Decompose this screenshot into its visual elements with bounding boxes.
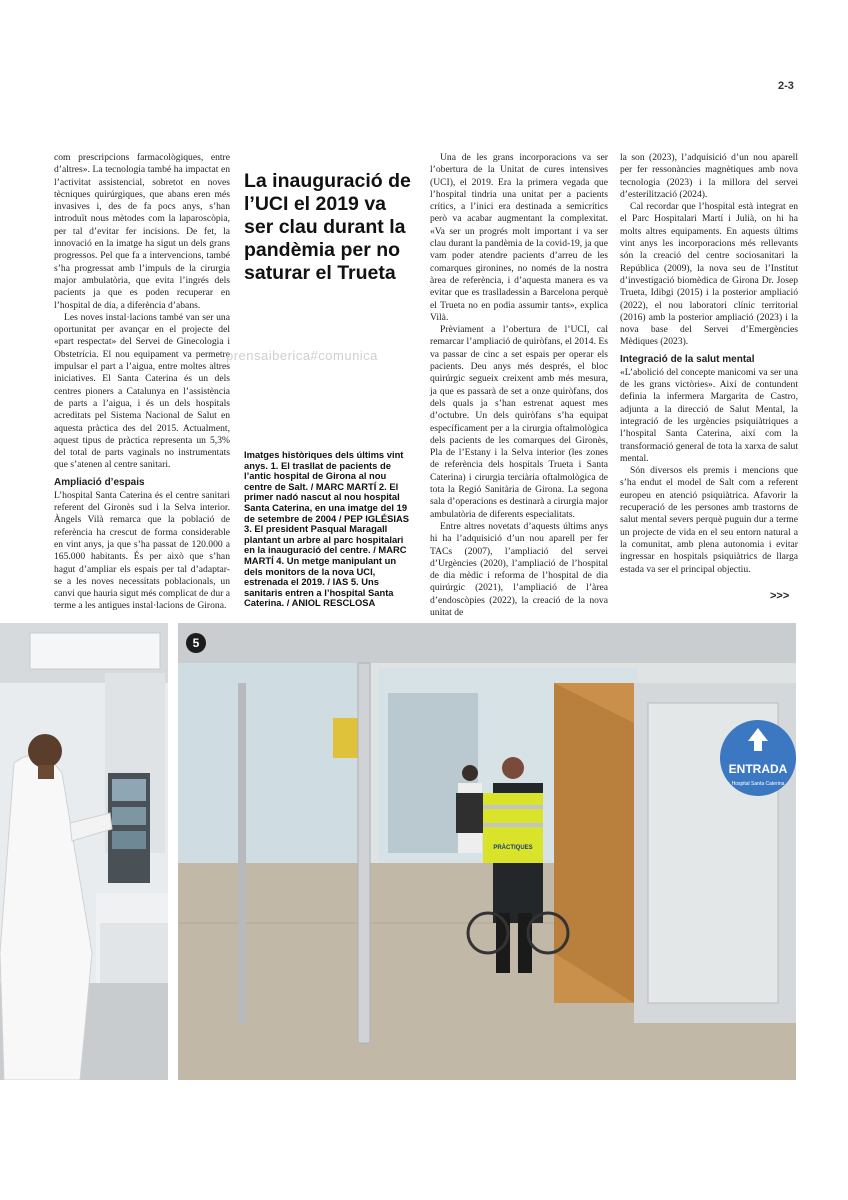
photo-caption: Imatges històriques dels últims vint anys. 1. El trasllat de pacients de l’antic hospital de Girona al nou centre de Salt. / MARC MARTÍ 2. El primer nadó nascut al nou hospital Santa Caterina, en una imatge del 19 de setembre de 2004 / PEP IGLÉSIAS 3. El president Pasqual Maragall plantant un arbre al parc hospitalari en la inauguració del centre. / MARC MARTÍ 4. Un metge manipulant un dels monitors de la nova UCI, estrenada el 2019. / IAS 5. Uns sanitaris entren a l’hospital Santa Caterina. / ANIOL RESCLOSA [244,449,410,609]
paragraph: la son (2023), l’adquisició d’un nou aparell per fer ressonàncies magnètiques amb nova tecnologia (2023) i la millora del servei d’esterilització (2024). [620,152,798,200]
vest-text: PRÀCTIQUES [493,845,533,851]
paragraph: Cal recordar que l’hospital està integrat en el Parc Hospitalari Martí i Julià, on hi ha molts altres equipaments. En aquests últims vint anys les incorporacions més rellevants són la creació del centre sociosanitari la República (2009), la nova seu de l’Institut d’investigació biomèdica de Girona Dr. Josep Trueta, Idibgi (2015) i la posterior ampliació (2022), el nou laboratori clínic territorial (2016) amb la posterior ampliació (2023) i la nova base del Servei d’Emergències Mèdiques (2023). [620,201,798,348]
paragraph: com prescripcions farmacològiques, entre d’altres». La tecnologia també ha impactat en l’activitat assistencial, sobretot en noves tècniques quirúrgiques, que abans eren més invasives i, des de fa pocs anys, s’han introduït nous mètodes com la laparoscòpia, per tal d’evitar fer incisions. De fet, la innovació en la imatge ha sigut un dels grans progressos. Pel que fa a intervencions, també s’ha progressat amb l’impuls de la cirurgia major ambulatòria, que evita l’ingrés dels pacients ja que es poden recuperar en l’hospital de dia, a diferència d’abans. [54,152,230,311]
paragraph: Una de les grans incorporacions va ser l’obertura de la Unitat de cures intensives (UCI), el 2019. Era la primera vegada que l’hospital tindria una unitat per a pacients crítics, a l’inici era destinada a semicrítics però va acabar augmentant la complexitat. «Va ser un progrés molt important i va ser clau durant la pandèmia de la covid-19, ja que vam poder atendre pacients d’arreu de les comarques gironines, no només de la nostra àrea de referència, i d’aquesta manera es va evitar que es traslladessin a Barcelona perquè el Trueta no en podia assumir tants», explica Vilà. [430,152,608,323]
photo-number-badge: 5 [186,633,206,653]
paragraph: L’hospital Santa Caterina és el centre sanitari referent del Gironès sud i la Selva interior. Àngels Vilà remarca que la població de referència ha crescut de forma considerable en vint anys, ja que s’ha passat de 120.000 a 165.000 habitants. És per això que s’han hagut d’ampliar els espais per tal d’adaptar-se a les noves necessitats poblacionals, un canvi que hauria sigut més complicat de dur a terme a les antigues instal·lacions de Girona. [54,489,230,612]
headline: La inauguració de l’UCI el 2019 va ser clau durant la pandèmia per no saturar el Trueta [244,170,411,284]
sign-subtext: Hospital Santa Caterina [731,781,785,787]
paragraph: Entre altres novetats d’aquests últims anys hi ha l’adquisició d’un nou aparell per fer TACs (2007), l’ampliació del servei d’Urgències (2020), l’ampliació de l’hospital de dia mèdic i reforma de l’hospital de dia quirúrgic (2021), l’ampliació de l’àrea d’endoscòpies (2022), la creació de la nova unitat de [430,520,608,618]
section-heading: Ampliació d’espais [54,476,145,488]
article-column-4 [620,152,798,576]
photo-hospital-entrance [178,623,796,1080]
watermark: prensaiberica#comunica [226,348,378,363]
icu-illustration [0,623,168,1080]
sign-text: ENTRADA [728,762,788,776]
section-heading: Integració de la salut mental [620,353,755,365]
page-number: 2-3 [778,80,794,92]
paragraph: Són diversos els premis i mencions que s’ha endut el model de Salt com a referent europeu en atenció psiquiàtrica. Afavorir la recuperació de les persones amb trastorns de salut mental severs perquè puguin dur a terme un projecte de vida en el seu entorn natural a la comunitat, amb plena autonomia i evitar ingressar en hospitals psiquiàtrics de llarga estada va ser el principal objectiu. [620,465,798,575]
photo-icu-doctor [0,623,168,1080]
paragraph: Prèviament a l’obertura de l’UCI, cal remarcar l’ampliació de quiròfans, el 2014. Es va passar de cinc a set espais per operar els pacients. Deu anys més després, el bloc quirúrgic segueix creixent amb més mesura, ja que es passarà de set a onze quiròfans, dos dels quals ja s’han estrenat aquest mes d’octubre. Un dels quiròfans s’ha equipat específicament per a la cirurgia oftalmològica dels pacients de les comarques del Gironès, Pla de l’Estany i la Selva interior (les zones de referència dels hospitals Trueta i Santa Caterina) i cirurgia terciària oftalmològica de tota la Regió Sanitària de Girona. La segona sala d’operacions es destinarà a cirurgia major ambulatòria de diferents especialitats. [430,324,608,520]
paragraph: Les noves instal·lacions també van ser una oportunitat per avançar en el projecte del «part respectat» del Servei de Ginecologia i Obstetrícia. El nou equipament va permetre impulsar el part a l’aigua, entre moltes altres iniciatives. El Santa Caterina és un dels centres pioners a Catalunya en l’assistència de parts a l’aigua, i és un dels hospitals acreditats pel Sistema Nacional de Salut en aquesta pràctica des del 2015. Actualment, aquest tipus de pràctica representa un 5,3% del total de parts vaginals no instrumentats que s’atenen al centre sanitari. [54,311,230,471]
entrance-illustration [178,623,796,1080]
article-column-3 [430,152,608,619]
continued-marker: >>> [770,590,790,602]
article-column-1 [54,152,230,613]
paragraph: «L’abolició del concepte manicomi va ser una de les grans victòries». Així de contundent definia la infermera Margarita de Castro, adjunta a la direcció de Salut Mental, la integració de les urgències psiquiàtriques a l’hospital Santa Caterina, així com la transformació general de tota la xarxa de salut mental. [620,366,798,464]
